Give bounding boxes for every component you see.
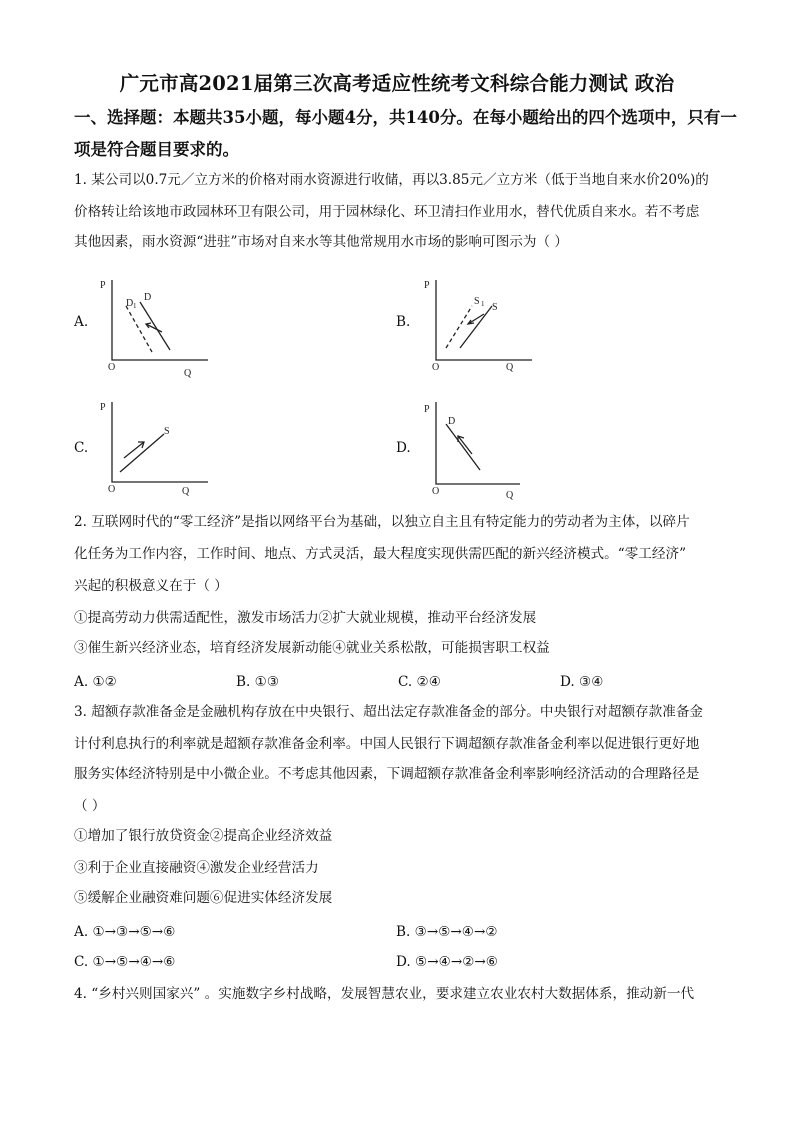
q1-graph-b-s-label: S: [492, 302, 498, 313]
q2-option-d[interactable]: D. ③④: [560, 674, 604, 690]
q1-graph-d-q-label: Q: [506, 490, 514, 501]
q1-stem-line-1: 1. 某公司以0.7元／立方米的价格对雨水资源进行收储，再以3.85元／立方米（低于当地自来水价20%)的: [74, 172, 709, 188]
q1-graph-d-d-label: D: [448, 416, 456, 427]
q1-graph-b-p-label: P: [424, 280, 430, 291]
q2-option-b[interactable]: B. ①③: [236, 674, 280, 690]
q1-graph-c-s-curve: [120, 434, 164, 472]
q3-statement-line-2: ③利于企业直接融资④激发企业经营活力: [74, 860, 319, 876]
q1-graph-a-d1-subscript: 1: [133, 302, 137, 310]
q1-graph-a-o-label: O: [108, 362, 116, 373]
q1-graph-c-axes: [112, 402, 208, 482]
q1-graph-b-o-label: O: [432, 362, 440, 373]
q1-graph-c-arrow: [124, 442, 144, 458]
q1-graph-b-q-label: Q: [506, 362, 514, 373]
q3-option-c[interactable]: C. ①→⑤→④→⑥: [74, 954, 176, 970]
section-heading-line-1: 一、选择题：本题共35小题，每小题4分，共140分。在每小题给出的四个选项中，只有一: [74, 108, 737, 127]
q3-stem-line-2: 计付利息执行的利率就是超额存款准备金利率。中国人民银行下调超额存款准备金利率以促进银行更好地: [74, 736, 700, 752]
q2-stem-line-1: 2. 互联网时代的“零工经济”是指以网络平台为基础，以独立自主且有特定能力的劳动者为主体，以碎片: [74, 514, 690, 530]
q1-option-b-label[interactable]: B.: [396, 314, 411, 330]
q1-graph-d-p-label: P: [424, 404, 430, 415]
q2-stem-line-2: 化任务为工作内容，工作时间、地点、方式灵活，最大程度实现供需匹配的新兴经济模式。“零工经济”: [74, 546, 687, 562]
q4-stem-line-1: 4. “乡村兴则国家兴” 。实施数字乡村战略，发展智慧农业，要求建立农业农村大数据体系，推动新一代: [74, 986, 695, 1002]
q1-graph-d-d-curve: [446, 424, 480, 470]
q1-graph-a-d1-label: D: [126, 298, 134, 309]
q3-stem-line-4: （ ）: [74, 798, 106, 814]
q2-stem-line-3: 兴起的积极意义在于（ ）: [74, 578, 228, 594]
q1-graph-b-s1-subscript: 1: [481, 300, 485, 308]
q1-graph-a-q-label: Q: [184, 368, 192, 379]
q3-option-b[interactable]: B. ③→⑤→④→②: [396, 924, 498, 940]
q1-option-d-label[interactable]: D.: [396, 440, 411, 456]
q1-graph-d-o-label: O: [432, 486, 440, 497]
q2-option-c[interactable]: C. ②④: [398, 674, 441, 690]
q1-graph-b-axes: [436, 280, 532, 360]
q1-graph-c-o-label: O: [108, 484, 116, 495]
q1-graph-a-axes: [112, 280, 208, 360]
q1-stem-line-3: 其他因素，雨水资源“进驻”市场对自来水等其他常规用水市场的影响可图示为（ ）: [74, 234, 568, 250]
q1-graph-b: [420, 276, 540, 380]
q3-option-d[interactable]: D. ⑤→④→②→⑥: [396, 954, 498, 970]
q1-graph-d-axes: [436, 402, 520, 484]
q3-statement-line-1: ①增加了银行放贷资金②提高企业经济效益: [74, 828, 333, 844]
q1-option-a-label[interactable]: A.: [74, 314, 89, 330]
q1-graph-a: [96, 276, 216, 380]
q1-graph-b-s1-curve: [446, 306, 472, 348]
q1-graph-b-s1-label: S: [474, 296, 480, 307]
q3-statement-line-3: ⑤缓解企业融资难问题⑥促进实体经济发展: [74, 890, 333, 906]
q1-graph-c: [96, 398, 216, 502]
page-title: 广元市高2021届第三次高考适应性统考文科综合能力测试 政治: [119, 72, 675, 95]
q1-graph-d: [420, 398, 540, 502]
q1-option-c-label[interactable]: C.: [74, 440, 89, 456]
q2-statement-line-2: ③催生新兴经济业态，培育经济发展新动能④就业关系松散，可能损害职工权益: [74, 640, 550, 656]
q3-stem-line-3: 服务实体经济特别是中小微企业。不考虑其他因素，下调超额存款准备金利率影响经济活动的合理路径是: [74, 766, 700, 782]
q3-option-a[interactable]: A. ①→③→⑤→⑥: [74, 924, 176, 940]
q1-graph-a-p-label: P: [100, 280, 106, 291]
q1-graph-d-arrow: [458, 436, 472, 454]
q1-stem-line-2: 价格转让给该地市政园林环卫有限公司，用于园林绿化、环卫清扫作业用水，替代优质自来水。若不考虑: [74, 204, 700, 220]
q2-option-a[interactable]: A. ①②: [74, 674, 117, 690]
q2-statement-line-1: ①提高劳动力供需适配性，激发市场活力②扩大就业规模，推动平台经济发展: [74, 610, 537, 626]
q1-graph-b-s-curve: [460, 306, 492, 348]
q1-graph-c-s-label: S: [164, 426, 170, 437]
q1-graph-c-q-label: Q: [182, 486, 190, 497]
q1-graph-a-d-curve: [140, 302, 170, 350]
q1-graph-c-p-label: P: [100, 402, 106, 413]
q3-stem-line-1: 3. 超额存款准备金是金融机构存放在中央银行、超出法定存款准备金的部分。中央银行对超额存款准备金: [74, 704, 704, 720]
q1-graph-a-d-label: D: [144, 292, 152, 303]
section-heading-line-2: 项是符合题目要求的。: [74, 140, 239, 159]
q1-graph-a-d1-curve: [126, 306, 152, 352]
